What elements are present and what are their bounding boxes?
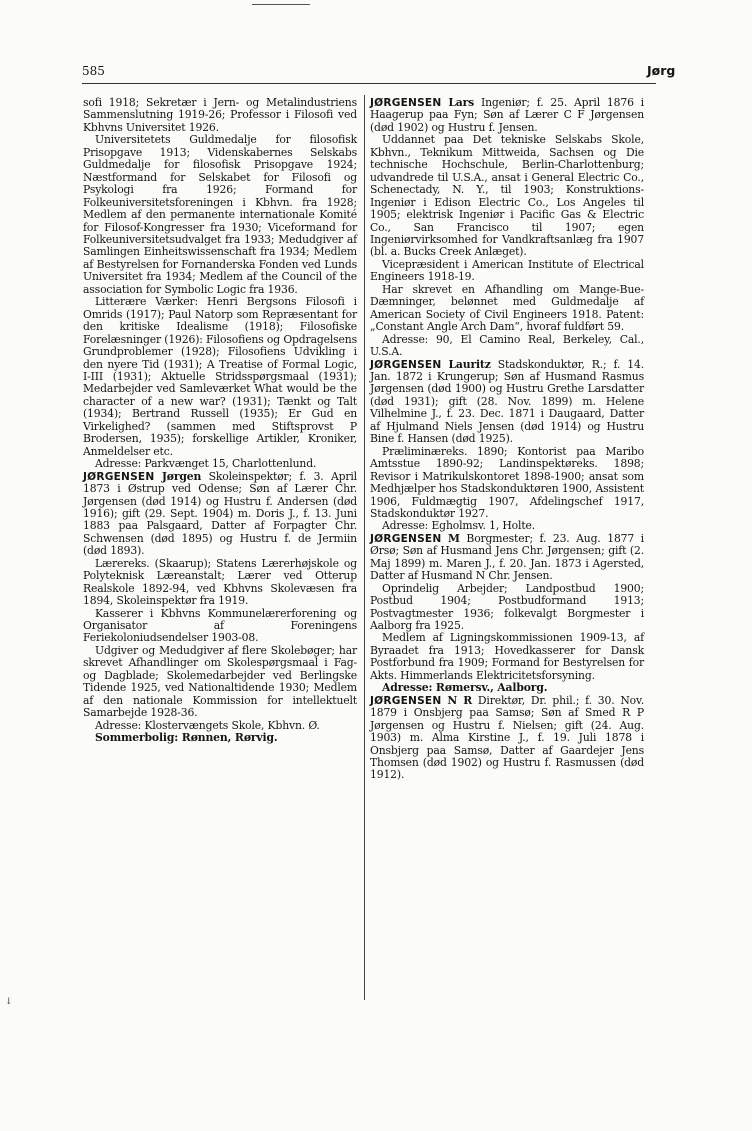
entry-given-name: Lars bbox=[448, 96, 475, 109]
entry-paragraph: Udgiver og Medudgiver af flere Skolebøger; har skrevet Afhandlinger om Skolespørgsmaal i Fag- og Dagblade; Skolemedarbejder ved Berlingske Tidende 1925, ved Nationaltidende 1930; Medlem af den nationale Kommission for intellektuelt Samarbejde 1928-36. bbox=[83, 643, 357, 720]
entry-surname: JØRGENSEN bbox=[83, 470, 155, 483]
right-column bbox=[370, 97, 644, 782]
entry-jorgen-jorgensen bbox=[83, 471, 357, 558]
entry-paragraph: Oprindelig Arbejder; Landpostbud 1900; Postbud 1904; Postbudformand 1913; Postvagtmester 1936; folkevalgt Borgmester i Aalborg fra 1925. bbox=[370, 581, 644, 633]
literary-works: Litterære Værker: Henri Bergsons Filosofi i Omrids (1917); Paul Natorp som Repræsentant for den kritiske Idealisme (1918); Filosofiske Forelæsninger (1926): Filosofiens og Opdragelsens Grundproblemer (1928); Filosofiens Udvikling i den nyere Tid (1931); A Treatise of Formal Logic, I-III (1931); Aktuelle Stridsspørgsmaal (1931); Medarbejder ved Samleværket What would be the character of a new war? (1931); Tænkt og Talt (1934); Bertrand Russell (1935); Er Gud en Virkelighed? (sammen med Stiftsprovst P Brodersen, 1935); forskellige Artikler, Kroniker, Anmeldelser etc. bbox=[83, 295, 357, 458]
entry-paragraph: Vicepræsident i American Institute of Electrical Engineers 1918-19. bbox=[370, 257, 644, 284]
continued-paragraph: Universitetets Guldmedalje for filosofisk Prisopgave 1913; Videnskabernes Selskabs Guldmedalje for filosofisk Prisopgave 1924; Næstformand for Selskabet for Filosofi og Psykologi fra 1926; Formand for Folkeuniversitetsforeningen i Kbhvn. fra 1928; Medlem af den permanente internationale Komité for Filosof-Kongresser fra 1930; Viceformand for Folkeuniversitetsudvalget fra 1933; Medudgiver af Samlingen Einheitswissenschaft fra 1934; Medlem af Bestyrelsen for Fornanderska Fonden ved Lunds Universitet fra 1934; Medlem af the Council of the association for Symbolic Logic fra 1936. bbox=[83, 133, 357, 296]
entry-paragraph: Har skrevet en Afhandling om Mange-Bue-Dæmninger, belønnet med Guldmedalje af American Society of Civil Engineers 1918. Patent: „Constant Angle Arch Dam“, hvoraf fuldført 59. bbox=[370, 282, 644, 334]
entry-given-name: Jørgen bbox=[161, 469, 202, 483]
entry-intro: Ingeniør; f. 25. April 1876 i Haagerup paa Fyn; Søn af Lærer C F Jørgensen (død 1902) og Hustru f. Jensen. bbox=[370, 96, 644, 134]
address: Adresse: Rømersv., Aalborg. bbox=[382, 681, 548, 695]
entry-paragraph: Kasserer i Kbhvns Kommunelærerforening og Organisator af Foreningens Feriekoloniudsendelser 1903-08. bbox=[83, 606, 357, 645]
summer-residence: Sommerbolig: Rønnen, Rørvig. bbox=[95, 731, 278, 745]
page-number: 585 bbox=[82, 64, 105, 78]
entry-paragraph: Præliminæreks. 1890; Kontorist paa Maribo Amtsstue 1890-92; Landinspektøreks. 1898; Revisor i Matrikulskontoret 1898-1900; ansat som Medhjælper hos Stadskonduktøren 1900, Assistent 1906, Fuldmægtig 1907, Afdelingschef 1917, Stadskonduktør 1927. bbox=[370, 444, 644, 520]
entry-n-r-jorgensen bbox=[370, 695, 644, 782]
address: Adresse: Klostervængets Skole, Kbhvn. Ø. bbox=[95, 718, 320, 732]
entry-surname: JØRGENSEN bbox=[370, 97, 442, 109]
entry-paragraph: Medlem af Ligningskommissionen 1909-13, af Byraadet fra 1913; Hovedkasserer for Dansk Postforbund fra 1909; Formand for Bestyrelsen for Akts. Himmerlands Elektricitetsforsyning. bbox=[370, 631, 644, 682]
entry-m-jorgensen bbox=[370, 533, 644, 583]
continued-text: sofi 1918; Sekretær i Jern- og Metalindustriens Sammenslutning 1919-26; Professor i Filosofi ved Kbhvns Universitet 1926. bbox=[83, 96, 357, 134]
entry-given-name: N R bbox=[447, 693, 473, 707]
top-rule bbox=[252, 4, 310, 5]
entry-paragraph: Lærereks. (Skaarup); Statens Lærerhøjskole og Polyteknisk Læreanstalt; Lærer ved Otterup Realskole 1892-94, ved Kbhvns Skolevæsen fra 1894, Skoleinspektør fra 1919. bbox=[83, 556, 357, 608]
entry-intro: Direktør, Dr. phil.; f. 30. Nov. 1879 i Onsbjerg paa Samsø; Søn af Smed R P Jørgensen og Hustru f. Nielsen; gift (24. Aug. 1903) m. Alma Kirstine J., f. 19. Juli 1878 i Onsbjerg paa Samsø, Datter af Gaardejer Jens Thomsen (død 1902) og Hustru f. Rasmussen (død 1912). bbox=[370, 693, 644, 782]
entry-paragraph: Uddannet paa Det tekniske Selskabs Skole, Kbhvn., Teknikum Mittweida, Sachsen og Die technische Hochschule, Berlin-Charlottenburg; udvandrede til U.S.A., ansat i General Electric Co., Schenectady, N. Y., til 1903; Konstruktions-Ingeniør i Edison Electric Co., Los Angeles til 1905; elektrisk Ingeniør i Pacific Gas & Electric Co., San Francisco til 1907; egen Ingeniørvirksomhed for Vandkraftsanlæg fra 1907 (bl. a. Bucks Creek Anlæget). bbox=[370, 133, 644, 259]
running-head: Jørg bbox=[647, 63, 676, 78]
entry-given-name: M bbox=[448, 531, 460, 545]
address: Adresse: Egholmsv. 1, Holte. bbox=[382, 519, 536, 533]
entry-given-name: Lauritz bbox=[448, 357, 491, 371]
header-rule bbox=[82, 83, 656, 84]
left-column bbox=[83, 97, 357, 745]
column-divider bbox=[364, 95, 365, 1000]
entry-intro: Skoleinspektør; f. 3. April 1873 i Østrup ved Odense; Søn af Lærer Chr. Jørgensen (død 1914) og Hustru f. Andersen (død 1916); gift (29. Sept. 1904) m. Doris J., f. 13. Juni 1883 paa Palsgaard, Datter af Forpagter Chr. Schwensen (død 1895) og Hustru f. de Jermiin (død 1893). bbox=[83, 469, 357, 558]
address: Adresse: 90, El Camino Real, Berkeley, Cal., U.S.A. bbox=[370, 332, 644, 359]
entry-lars-jorgensen bbox=[370, 97, 644, 134]
margin-mark: ↓ bbox=[5, 997, 13, 1007]
address: Adresse: Parkvænget 15, Charlottenlund. bbox=[95, 457, 317, 471]
entry-intro: Stadskonduktør, R.; f. 14. Jan. 1872 i Krungerup; Søn af Husmand Rasmus Jørgensen (død 1900) og Hustru Grethe Larsdatter (død 1931); gift (28. Nov. 1899) m. Helene Vilhelmine J., f. 23. Dec. 1871 i Daugaard, Datter af Hjulmand Niels Jensen (død 1914) og Hustru Bine f. Hansen (død 1925). bbox=[370, 357, 644, 446]
entry-intro: Borgmester; f. 23. Aug. 1877 i Ørsø; Søn af Husmand Jens Chr. Jørgensen; gift (2. Maj 1899) m. Maren J., f. 20. Jan. 1873 i Agersted, Datter af Husmand N Chr. Jensen. bbox=[370, 531, 644, 583]
entry-surname: JØRGENSEN bbox=[370, 694, 442, 707]
entry-lauritz-jorgensen bbox=[370, 359, 644, 446]
entry-surname: JØRGENSEN bbox=[370, 358, 442, 371]
entry-surname: JØRGENSEN bbox=[370, 532, 442, 545]
